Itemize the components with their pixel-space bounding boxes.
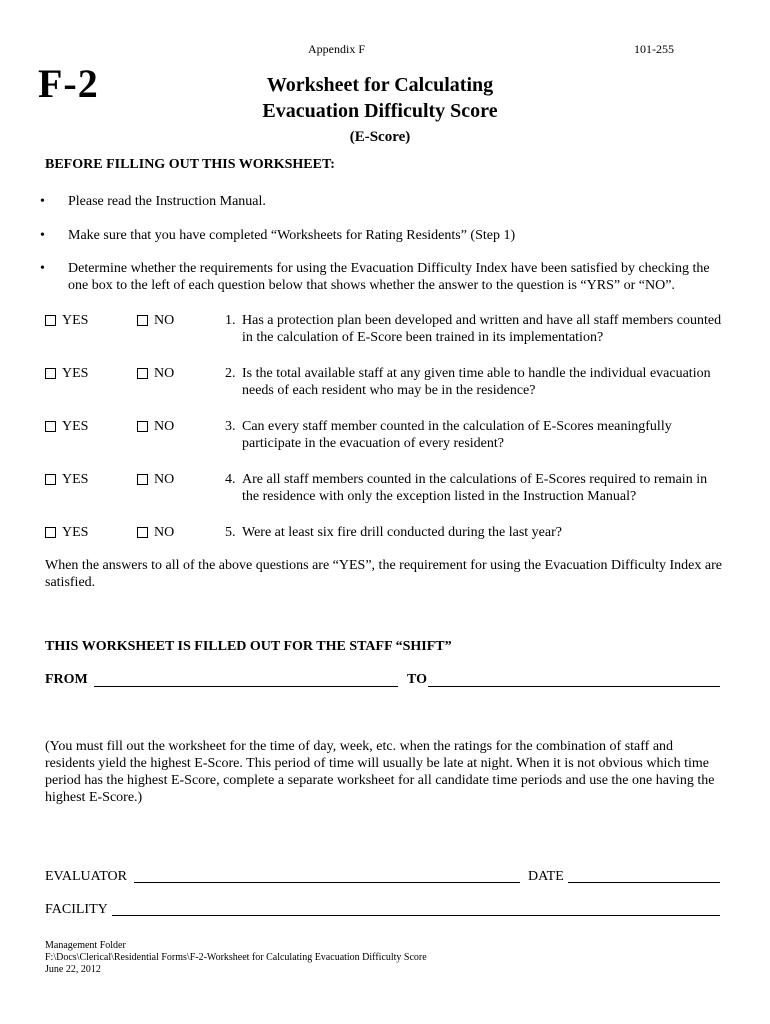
checkbox-icon[interactable]	[137, 421, 148, 432]
evaluator-field[interactable]	[134, 882, 520, 883]
no-checkbox-5[interactable]	[137, 524, 174, 541]
yes-checkbox-5[interactable]	[45, 524, 88, 541]
question-body: Has a protection plan been developed and written and have all staff members counted in the calculation of E-Score been trained in its implementation?	[242, 313, 722, 345]
checkbox-icon[interactable]	[137, 368, 148, 379]
bullet-icon: •	[40, 228, 45, 243]
bullet-text: Make sure that you have completed “Worksheets for Rating Residents” (Step 1)	[68, 228, 516, 243]
bullet-item	[40, 227, 720, 245]
question-row-1	[45, 312, 725, 352]
footer-path: F:\Docs\Clerical\Residential Forms\F-2-Worksheet for Calculating Evacuation Difficulty Score	[45, 952, 427, 963]
checkbox-icon[interactable]	[45, 315, 56, 326]
shift-heading: THIS WORKSHEET IS FILLED OUT FOR THE STAFF “SHIFT”	[45, 639, 452, 654]
bullet-icon: •	[40, 261, 45, 276]
question-number: 4.	[225, 472, 236, 487]
no-checkbox-2[interactable]	[137, 365, 174, 382]
facility-field[interactable]	[112, 915, 720, 916]
question-body: Were at least six fire drill conducted during the last year?	[242, 525, 562, 540]
to-label: TO	[407, 672, 427, 687]
question-number: 2.	[225, 366, 236, 381]
no-label: NO	[154, 472, 175, 487]
no-label: NO	[154, 313, 175, 328]
from-field[interactable]	[94, 686, 398, 687]
before-heading: BEFORE FILLING OUT THIS WORKSHEET:	[45, 157, 335, 172]
bullet-text: Determine whether the requirements for using the Evacuation Difficulty Index have been satisfied by checking the one box to the left of each question below that shows whether the answer to the question is “YRS” or “NO”.	[68, 261, 710, 293]
yes-checkbox-4[interactable]	[45, 471, 88, 488]
to-field[interactable]	[428, 686, 720, 687]
yes-label: YES	[62, 313, 89, 328]
date-field[interactable]	[568, 882, 720, 883]
checkbox-icon[interactable]	[45, 368, 56, 379]
question-number: 3.	[225, 419, 236, 434]
checkbox-icon[interactable]	[45, 421, 56, 432]
bullet-item	[40, 193, 720, 211]
bullet-text: Please read the Instruction Manual.	[68, 194, 266, 209]
question-number: 5.	[225, 525, 236, 540]
checkbox-icon[interactable]	[45, 474, 56, 485]
question-body: Are all staff members counted in the calculations of E-Scores required to remain in the residence with only the exception listed in the Instruction Manual?	[242, 472, 708, 504]
checkbox-icon[interactable]	[137, 315, 148, 326]
form-id: F-2	[38, 61, 99, 106]
conclusion-text: When the answers to all of the above questions are “YES”, the requirement for using the Evacuation Difficulty Index are satisfied.	[45, 558, 722, 590]
question-row-2	[45, 365, 725, 405]
footer-date: June 22, 2012	[45, 964, 101, 975]
yes-checkbox-3[interactable]	[45, 418, 88, 435]
yes-checkbox-1[interactable]	[45, 312, 88, 329]
yes-label: YES	[62, 419, 89, 434]
no-label: NO	[154, 366, 175, 381]
date-label: DATE	[528, 869, 564, 884]
no-checkbox-4[interactable]	[137, 471, 174, 488]
from-label: FROM	[45, 672, 88, 687]
yes-label: YES	[62, 366, 89, 381]
page-title-line2: Evacuation Difficulty Score	[262, 100, 498, 122]
question-row-3	[45, 418, 725, 458]
footer-folder: Management Folder	[45, 940, 126, 951]
yes-label: YES	[62, 525, 89, 540]
no-checkbox-3[interactable]	[137, 418, 174, 435]
yes-checkbox-2[interactable]	[45, 365, 88, 382]
page-title-line1: Worksheet for Calculating	[266, 74, 494, 96]
evaluator-label: EVALUATOR	[45, 869, 127, 884]
question-row-4	[45, 471, 725, 511]
page-subtitle: (E-Score)	[349, 129, 411, 145]
no-label: NO	[154, 525, 175, 540]
yes-label: YES	[62, 472, 89, 487]
checkbox-icon[interactable]	[45, 527, 56, 538]
no-checkbox-1[interactable]	[137, 312, 174, 329]
bullet-item	[40, 260, 720, 296]
checkbox-icon[interactable]	[137, 474, 148, 485]
note-text: (You must fill out the worksheet for the time of day, week, etc. when the ratings for the combination of staff and residents yield the highest E-Score. This period of time will usually be late at night. When it is not obvious which time period has the highest E-Score, complete a separate worksheet for all candidate time periods and use the one having the highest E-Score.)	[45, 739, 715, 805]
question-body: Can every staff member counted in the calculation of E-Scores meaningfully participate in the evacuation of every resident?	[242, 419, 672, 451]
appendix-label: Appendix F	[308, 42, 365, 56]
question-row-5	[45, 524, 725, 544]
document-number: 101-255	[634, 42, 674, 56]
no-label: NO	[154, 419, 175, 434]
question-body: Is the total available staff at any given time able to handle the individual evacuation needs of each resident who may be in the residence?	[242, 366, 711, 398]
question-number: 1.	[225, 313, 236, 328]
facility-label: FACILITY	[45, 902, 108, 917]
checkbox-icon[interactable]	[137, 527, 148, 538]
bullet-icon: •	[40, 194, 45, 209]
